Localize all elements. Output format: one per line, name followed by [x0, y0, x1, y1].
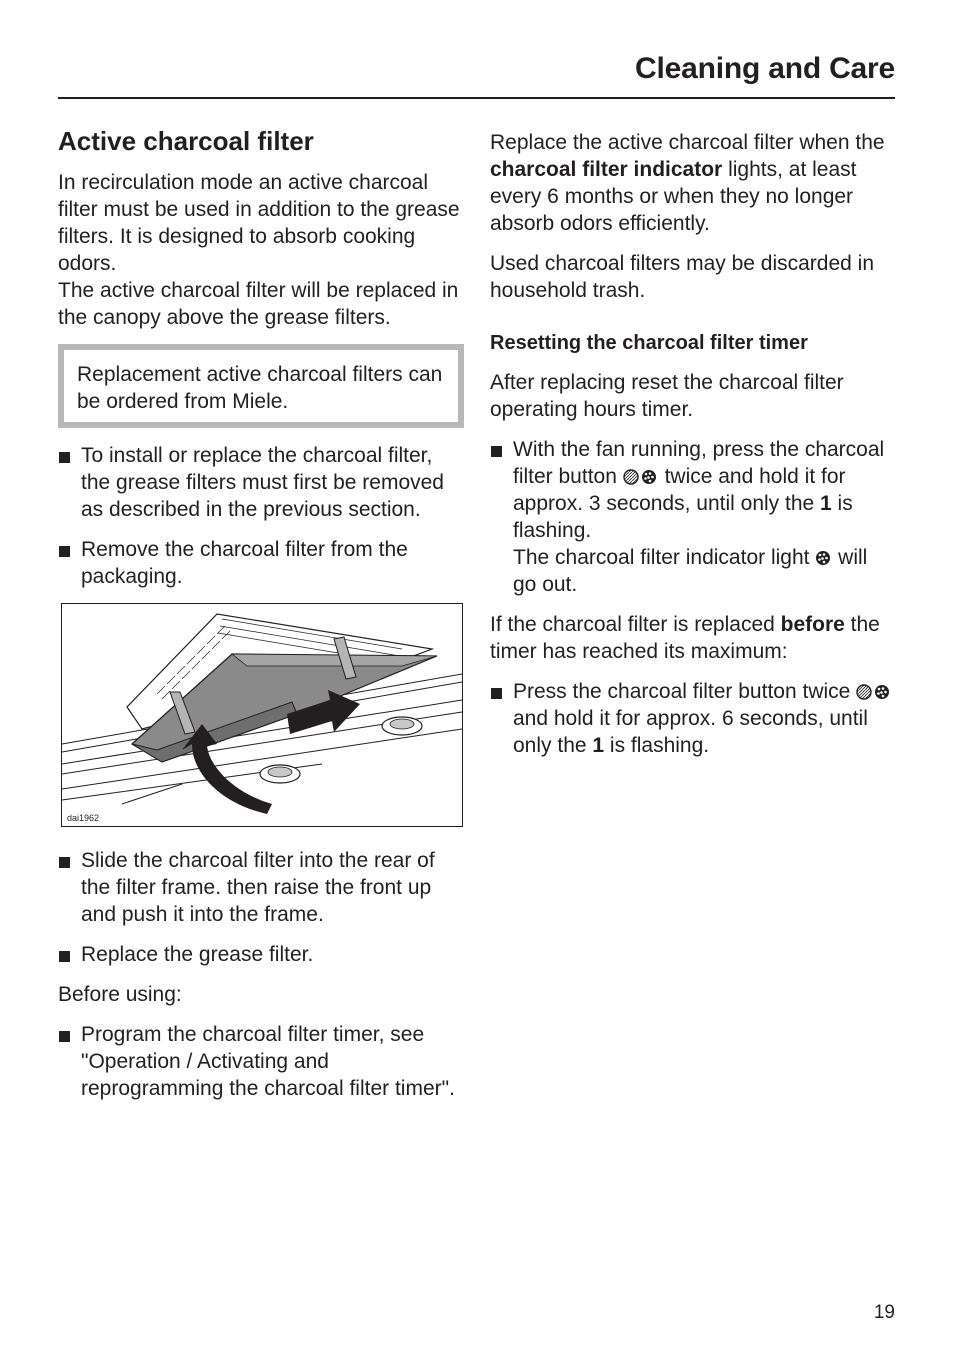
- list-item: Press the charcoal filter button twice and hold it for approx. 6 seconds, until only the 1 is flashing.: [490, 678, 895, 759]
- bullet-icon: [59, 857, 70, 868]
- bullet-icon: [59, 951, 70, 962]
- list-item: With the fan running, press the charcoal filter button twice and hold it for approx. 3 seconds, until only the 1 is flashing. The charcoal filter indicator light will go out.: [490, 436, 895, 598]
- list-item: Slide the charcoal filter into the rear of the filter frame. then raise the front up and push it into the frame.: [58, 847, 464, 928]
- page-header-title: Cleaning and Care: [635, 52, 895, 85]
- finish-steps: [58, 847, 464, 968]
- list-item: To install or replace the charcoal filter, the grease filters must first be removed as described in the previous section.: [58, 442, 464, 523]
- charcoal-filter-button-icon: [856, 684, 892, 701]
- note-box: [58, 344, 464, 428]
- page-number: 19: [873, 1302, 895, 1323]
- illustration-svg: [62, 604, 462, 826]
- left-column: [58, 126, 464, 1115]
- bullet-icon: [59, 1031, 70, 1042]
- note-text: Replacement active charcoal filters can be ordered from Miele.: [77, 363, 443, 413]
- figure-code: dai1962: [67, 813, 100, 823]
- before-using-label: Before using:: [58, 983, 182, 1006]
- bullet-icon: [59, 452, 70, 463]
- charcoal-filter-illustration: [61, 603, 463, 827]
- early-replace-paragraph: If the charcoal filter is replaced before the timer has reached its maximum:: [490, 613, 880, 663]
- bullet-icon: [491, 446, 502, 457]
- discard-paragraph: Used charcoal filters may be discarded in household trash.: [490, 252, 875, 302]
- charcoal-filter-button-icon: [623, 469, 659, 486]
- header-rule: [58, 97, 895, 99]
- list-item: Program the charcoal filter timer, see "Operation / Activating and reprogramming the charcoal filter timer".: [58, 1021, 464, 1102]
- intro-paragraph: In recirculation mode an active charcoal filter must be used in addition to the grease filters. It is designed to absorb cooking odors. The active charcoal filter will be replaced in the canopy above the grease filters.: [58, 171, 460, 329]
- early-reset-steps: [490, 678, 895, 759]
- list-item: Replace the grease filter.: [58, 941, 464, 968]
- reset-timer-heading: Resetting the charcoal filter timer: [490, 332, 808, 354]
- bullet-icon: [491, 688, 502, 699]
- right-column: [490, 129, 895, 772]
- replace-paragraph: Replace the active charcoal filter when the charcoal filter indicator lights, at least every 6 months or when they no longer absorb odors efficiently.: [490, 131, 885, 235]
- list-item: Remove the charcoal filter from the packaging.: [58, 536, 464, 590]
- reset-intro-paragraph: After replacing reset the charcoal filter operating hours timer.: [490, 371, 844, 421]
- bullet-icon: [59, 546, 70, 557]
- install-steps: [58, 442, 464, 590]
- section-title: Active charcoal filter: [58, 126, 314, 156]
- before-using-steps: [58, 1021, 464, 1102]
- charcoal-filter-indicator-icon: [815, 550, 832, 567]
- reset-steps: [490, 436, 895, 598]
